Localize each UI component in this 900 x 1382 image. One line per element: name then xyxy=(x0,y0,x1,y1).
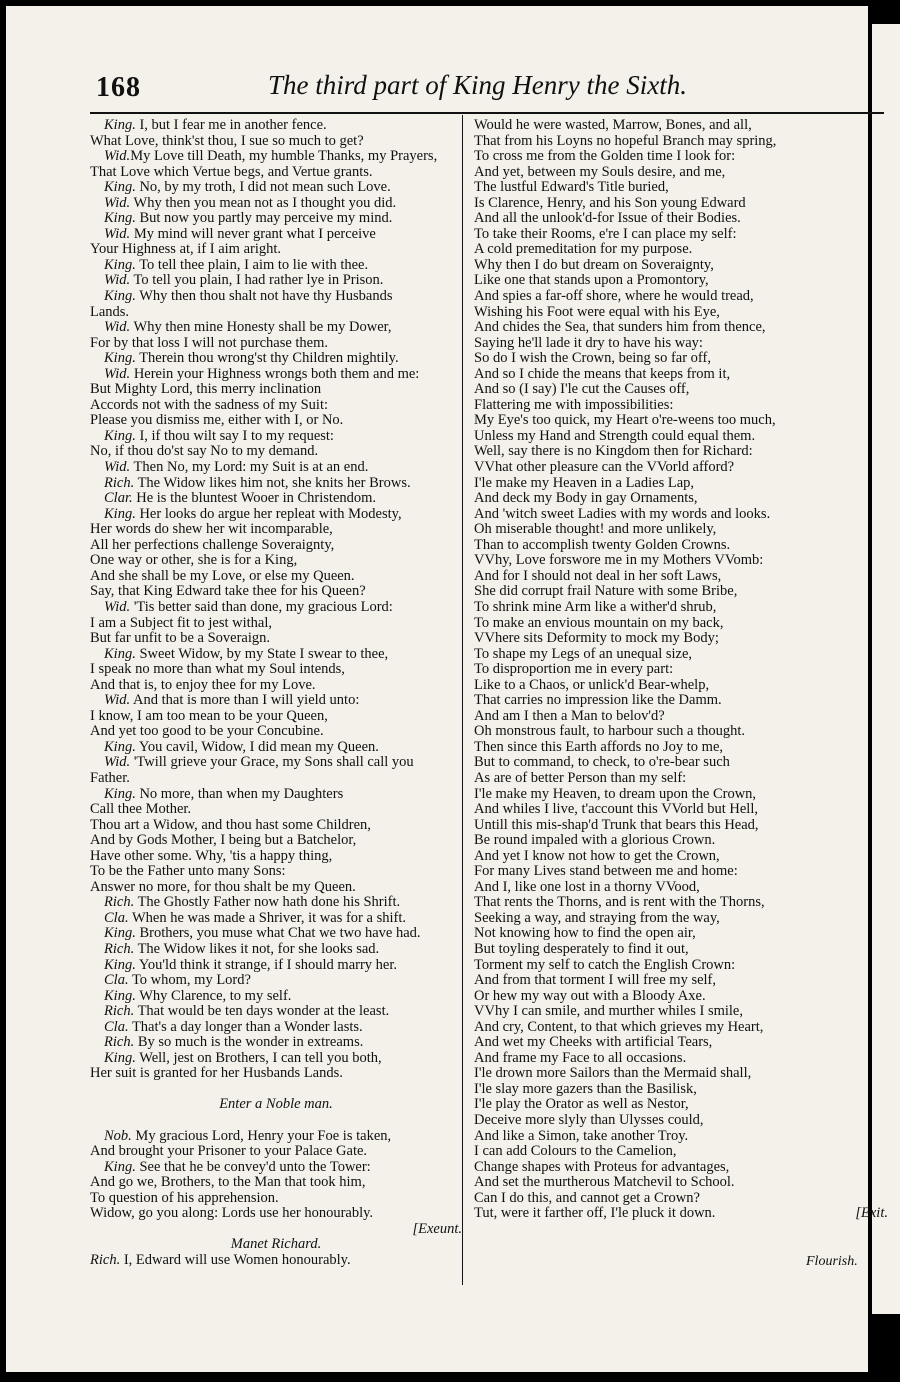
line-text: Brothers, you muse what Chat we two have had. xyxy=(135,925,421,942)
verse-line: And spies a far-off shore, where he would tread, xyxy=(474,288,754,305)
speaker-name: King. xyxy=(104,1049,136,1066)
verse-line xyxy=(90,600,462,616)
line-text: And that is more than I will yield unto: xyxy=(130,692,360,709)
flourish-direction: Flourish. xyxy=(806,1254,858,1269)
speaker-name: Cla. xyxy=(104,1018,129,1035)
line-text: Please you dismiss me, either with I, or No. xyxy=(90,412,344,429)
speaker-name: Rich. xyxy=(90,1251,121,1268)
speaker-name: Clar. xyxy=(104,490,133,507)
verse-line: Not knowing how to find the open air, xyxy=(474,925,696,942)
speaker-name: King. xyxy=(104,1158,136,1175)
verse-line xyxy=(90,864,462,880)
line-text: Say, that King Edward take thee for his Queen? xyxy=(90,583,366,600)
verse-line: Torment my self to catch the English Crown: xyxy=(474,956,736,973)
speaker-name: Cla. xyxy=(104,909,129,926)
speaker-name: King. xyxy=(104,785,136,802)
verse-line xyxy=(90,305,462,321)
verse-line: And yet, between my Souls desire, and me, xyxy=(474,163,726,180)
verse-line: A cold premeditation for my purpose. xyxy=(474,241,693,258)
verse-line: And all the unlook'd-for Issue of their Bodies. xyxy=(474,210,741,227)
verse-line xyxy=(90,740,462,756)
verse-line: Change shapes with Proteus for advantages, xyxy=(474,1158,730,1175)
verse-line: And deck my Body in gay Ornaments, xyxy=(474,490,698,507)
line-text: When he was made a Shriver, it was for a shift. xyxy=(128,909,406,926)
speaker-name: Rich. xyxy=(104,940,135,957)
verse-line xyxy=(90,196,462,212)
verse-line: To shape my Legs of an unequal size, xyxy=(474,645,693,662)
speaker-name: Wid. xyxy=(104,692,131,709)
verse-line xyxy=(90,647,462,663)
line-text: But Mighty Lord, this merry inclination xyxy=(90,381,322,398)
verse-line: And am I then a Man to belov'd? xyxy=(474,707,665,724)
line-text: Her words do shew her wit incomparable, xyxy=(90,521,333,538)
line-text: You cavil, Widow, I did mean my Queen. xyxy=(135,738,379,755)
page-header xyxy=(90,68,884,108)
line-text: All her perfections challenge Soveraignty, xyxy=(90,536,335,553)
verse-line: VVhat other pleasure can the VVorld afford? xyxy=(474,459,735,476)
speaker-name: King. xyxy=(104,956,136,973)
verse-line: Wishing his Foot were equal with his Eye, xyxy=(474,303,720,320)
verse-line xyxy=(90,724,462,740)
verse-line xyxy=(90,631,462,647)
verse-line xyxy=(90,382,462,398)
verse-line: Untill this mis-shap'd Trunk that bears this Head, xyxy=(474,816,759,833)
line-text: See that he be convey'd unto the Tower: xyxy=(135,1158,371,1175)
verse-line: And set the murtherous Matchevil to School. xyxy=(474,1174,735,1191)
line-text: Therein thou wrong'st thy Children mightily. xyxy=(135,350,399,367)
verse-line xyxy=(90,320,462,336)
verse-line xyxy=(90,351,462,367)
speaker-name: King. xyxy=(104,987,136,1004)
line-text: Father. xyxy=(90,769,130,786)
speaker-name: Wid. xyxy=(104,225,131,242)
line-text: He is the bluntest Wooer in Christendom. xyxy=(132,490,377,507)
speaker-name: Nob. xyxy=(104,1127,132,1144)
line-text: Answer no more, for thou shalt be my Queen. xyxy=(90,878,356,895)
stage-direction-enter: Enter a Noble man. xyxy=(219,1096,333,1113)
verse-line xyxy=(90,1066,462,1082)
verse-line xyxy=(90,1004,462,1020)
verse-line: Deceive more slyly than Ulysses could, xyxy=(474,1112,704,1128)
exit-direction: [Exit. xyxy=(855,1205,888,1222)
line-text: And brought your Prisoner to your Palace Gate. xyxy=(90,1143,368,1160)
line-text: My Love till Death, my humble Thanks, my Prayers, xyxy=(130,148,438,165)
line-text: 'Twill grieve your Grace, my Sons shall call you xyxy=(130,754,414,771)
line-text: And she shall be my Love, or else my Queen. xyxy=(90,567,355,584)
speaker-name: Wid. xyxy=(104,272,131,289)
verse-line xyxy=(90,911,462,927)
verse-line: As are of better Person than my self: xyxy=(474,769,687,786)
verse-line xyxy=(90,818,462,834)
verse-line: The lustful Edward's Title buried, xyxy=(474,179,669,196)
running-title: The third part of King Henry the Sixth. xyxy=(268,70,687,100)
stage-direction-manet: Manet Richard. xyxy=(230,1236,322,1253)
verse-line: And for I should not deal in her soft Laws, xyxy=(474,567,722,584)
line-text: But now you partly may perceive my mind. xyxy=(135,210,393,227)
verse-line: And like a Simon, take another Troy. xyxy=(474,1127,689,1144)
verse-line xyxy=(90,942,462,958)
spacer xyxy=(90,1113,462,1129)
verse-line: And 'witch sweet Ladies with my words and looks. xyxy=(474,505,771,522)
verse-line xyxy=(90,1051,462,1067)
page-number: 168 xyxy=(96,72,141,103)
verse-line: To cross me from the Golden time I look for: xyxy=(474,148,736,165)
line-text: Sweet Widow, by my State I swear to thee, xyxy=(135,645,389,662)
verse-line xyxy=(90,1206,462,1222)
verse-line xyxy=(90,491,462,507)
verse-line xyxy=(90,1175,462,1191)
verse-line: And cry, Content, to that which grieves my Heart, xyxy=(474,1018,764,1035)
verse-line: I'le play the Orator as well as Nestor, xyxy=(474,1096,689,1113)
line-text: And go we, Brothers, to the Man that took him, xyxy=(90,1174,366,1191)
line-text: Her suit is granted for her Husbands Lands. xyxy=(90,1065,343,1082)
verse-line: And so (I say) I'le cut the Causes off, xyxy=(474,381,690,398)
verse-line: My Eye's too quick, my Heart o're-weens too much, xyxy=(474,412,776,429)
verse-line xyxy=(90,616,462,632)
verse-line: That rents the Thorns, and is rent with the Thorns, xyxy=(474,894,765,911)
verse-line xyxy=(90,1035,462,1051)
verse-line: Be round impaled with a glorious Crown. xyxy=(474,832,716,849)
line-text: Accords not with the sadness of my Suit: xyxy=(90,396,329,413)
speaker-name: Rich. xyxy=(104,894,135,911)
speaker-name: King. xyxy=(104,210,136,227)
verse-line: And frame my Face to all occasions. xyxy=(474,1049,687,1066)
verse-line xyxy=(90,522,462,538)
line-text: The Widow likes it not, for she looks sad. xyxy=(134,940,380,957)
verse-line: I'le drown more Sailors than the Mermaid shall, xyxy=(474,1065,752,1082)
line-text: No, if thou do'st say No to my demand. xyxy=(90,443,319,460)
spacer xyxy=(90,1082,462,1098)
verse-line: I'le slay more gazers than the Basilisk, xyxy=(474,1080,697,1097)
line-text: Have other some. Why, 'tis a happy thing, xyxy=(90,847,333,864)
line-text: That Love which Vertue begs, and Vertue grants. xyxy=(90,163,373,180)
verse-line: Than to accomplish twenty Golden Crowns. xyxy=(474,536,731,553)
verse-line xyxy=(90,755,462,771)
verse-line: Oh monstrous fault, to harbour such a thought. xyxy=(474,723,746,740)
verse-line xyxy=(90,787,462,803)
verse-line xyxy=(90,413,462,429)
verse-line: Oh miserable thought! and more unlikely, xyxy=(474,521,717,538)
line-text: Widow, go you along: Lords use her honourably. xyxy=(90,1205,374,1222)
line-text: Thou art a Widow, and thou hast some Children, xyxy=(90,816,371,833)
line-text: But far unfit to be a Soveraign. xyxy=(90,630,270,647)
speaker-name: Wid. xyxy=(104,598,131,615)
line-text: You'ld think it strange, if I should marry her. xyxy=(135,956,398,973)
verse-line: But toyling desperately to find it out, xyxy=(474,940,689,957)
verse-line xyxy=(90,926,462,942)
line-text: The Ghostly Father now hath done his Shrift. xyxy=(134,894,401,911)
line-text: My gracious Lord, Henry your Foe is taken, xyxy=(131,1127,392,1144)
exeunt-line xyxy=(90,1222,462,1238)
verse-line: I can add Colours to the Camelion, xyxy=(474,1143,677,1160)
line-text: Why then thou shalt not have thy Husbands xyxy=(135,288,393,305)
speaker-name: Rich. xyxy=(104,474,135,491)
line-text: I speak no more than what my Soul intends, xyxy=(90,661,345,678)
verse-line xyxy=(90,118,462,134)
line-text: And yet too good to be your Concubine. xyxy=(90,723,324,740)
verse-line: Like one that stands upon a Promontory, xyxy=(474,272,709,289)
verse-line xyxy=(90,678,462,694)
line-text: That's a day longer than a Wonder lasts. xyxy=(128,1018,363,1035)
verse-line: She did corrupt frail Nature with some Bribe, xyxy=(474,583,738,600)
line-text: That would be ten days wonder at the least. xyxy=(134,1003,390,1020)
speaker-name: King. xyxy=(104,738,136,755)
verse-line: Then since this Earth affords no Joy to me, xyxy=(474,738,723,755)
verse-line xyxy=(90,242,462,258)
verse-line xyxy=(90,1191,462,1207)
line-text: My mind will never grant what I perceive xyxy=(130,225,376,242)
speaker-name: Cla. xyxy=(104,972,129,989)
speaker-name: Wid. xyxy=(104,459,131,476)
speaker-name: King. xyxy=(104,505,136,522)
verse-line xyxy=(90,553,462,569)
exeunt-direction: [Exeunt. xyxy=(412,1220,462,1237)
line-text: Her looks do argue her repleat with Modesty, xyxy=(135,505,402,522)
verse-line: That carries no impression like the Damm. xyxy=(474,692,722,709)
verse-line xyxy=(90,149,462,165)
line-text: No more, than when my Daughters xyxy=(135,785,344,802)
verse-line: For many Lives stand between me and home: xyxy=(474,863,738,880)
line-text: Your Highness at, if I aim aright. xyxy=(90,241,282,258)
verse-line: Can I do this, and cannot get a Crown? xyxy=(474,1189,700,1206)
verse-line: Why then I do but dream on Soveraignty, xyxy=(474,256,714,273)
verse-line: VVhy, Love forswore me in my Mothers VVomb: xyxy=(474,552,764,569)
speaker-name: King. xyxy=(104,350,136,367)
verse-line xyxy=(90,1129,462,1145)
speaker-name: Wid. xyxy=(104,148,131,165)
verse-line: To disproportion me in every part: xyxy=(474,661,674,678)
verse-line: VVhy I can smile, and murther whiles I smile, xyxy=(474,1003,743,1020)
verse-line xyxy=(90,1144,462,1160)
line-text: I, Edward will use Women honourably. xyxy=(120,1251,351,1268)
verse-line xyxy=(90,180,462,196)
verse-line xyxy=(90,849,462,865)
verse-line: And from that torment I will free my self, xyxy=(474,972,717,989)
verse-line xyxy=(90,429,462,445)
verse-line xyxy=(90,507,462,523)
line-text: Well, jest on Brothers, I can tell you both, xyxy=(135,1049,382,1066)
verse-line xyxy=(90,1253,462,1269)
line-text: I, if thou wilt say I to my request: xyxy=(135,427,334,444)
header-rule xyxy=(90,112,884,114)
verse-line: But to command, to check, to o're-bear such xyxy=(474,754,730,771)
verse-line xyxy=(90,833,462,849)
verse-line: And yet I know not how to get the Crown, xyxy=(474,847,720,864)
line-text: One way or other, she is for a King, xyxy=(90,552,298,569)
verse-line: And wet my Cheeks with artificial Tears, xyxy=(474,1034,713,1051)
line-text: The Widow likes him not, she knits her Brows. xyxy=(134,474,411,491)
line-text: And by Gods Mother, I being but a Batchelor, xyxy=(90,832,357,849)
verse-line: Would he were wasted, Marrow, Bones, and all, xyxy=(474,117,752,133)
speaker-name: Rich. xyxy=(104,1034,135,1051)
left-column xyxy=(90,118,462,1268)
line-text: To be the Father unto many Sons: xyxy=(90,863,286,880)
verse-line: That from his Loyns no hopeful Branch may spring, xyxy=(474,132,777,149)
speaker-name: Wid. xyxy=(104,754,131,771)
verse-line xyxy=(90,367,462,383)
verse-line xyxy=(90,973,462,989)
verse-line xyxy=(90,895,462,911)
line-text: Call thee Mother. xyxy=(90,801,192,818)
verse-line: Saying he'll lade it dry to have his way: xyxy=(474,334,703,351)
verse-line: I'le make my Heaven in a Ladies Lap, xyxy=(474,474,695,491)
verse-line: Flattering me with impossibilities: xyxy=(474,396,674,413)
verse-line: Or hew my way out with a Bloody Axe. xyxy=(474,987,706,1004)
verse-line xyxy=(90,211,462,227)
verse-line xyxy=(90,880,462,896)
verse-line: And so I chide the means that keeps from it, xyxy=(474,365,731,382)
line-text: 'Tis better said than done, my gracious Lord: xyxy=(130,598,393,615)
verse-line xyxy=(90,273,462,289)
line-text: What Love, think'st thou, I sue so much to get? xyxy=(90,132,364,149)
speaker-name: King. xyxy=(104,256,136,273)
line-text: To tell you plain, I had rather lye in Prison. xyxy=(130,272,384,289)
verse-line xyxy=(90,398,462,414)
verse-line xyxy=(90,958,462,974)
speaker-name: King. xyxy=(104,427,136,444)
line-text: Why then mine Honesty shall be my Dower, xyxy=(130,319,392,336)
line-text: Lands. xyxy=(90,303,130,320)
line-text: To tell thee plain, I aim to lie with thee. xyxy=(135,256,369,273)
verse-line xyxy=(90,709,462,725)
verse-line xyxy=(90,989,462,1005)
verse-line: And I, like one lost in a thorny VVood, xyxy=(474,878,700,895)
verse-line xyxy=(90,569,462,585)
line-text: I know, I am too mean to be your Queen, xyxy=(90,707,328,724)
verse-line: To make an envious mountain on my back, xyxy=(474,614,724,631)
speaker-name: King. xyxy=(104,179,136,196)
line-text: Why Clarence, to my self. xyxy=(135,987,292,1004)
column-divider xyxy=(462,115,463,1285)
line-text: I am a Subject fit to jest withal, xyxy=(90,614,273,631)
verse-line xyxy=(90,460,462,476)
verse-line: Is Clarence, Henry, and his Son young Edward xyxy=(474,194,746,211)
verse-line: VVhere sits Deformity to mock my Body; xyxy=(474,630,719,647)
verse-line xyxy=(90,802,462,818)
verse-line: Unless my Hand and Strength could equal them. xyxy=(474,427,756,444)
speaker-name: King. xyxy=(104,645,136,662)
line-text: I, but I fear me in another fence. xyxy=(135,117,327,133)
verse-line: Well, say there is no Kingdom then for Richard: xyxy=(474,443,753,460)
verse-line: And whiles I live, t'account this VVorld but Hell, xyxy=(474,801,758,818)
verse-line xyxy=(90,289,462,305)
verse-line: Seeking a way, and straying from the way, xyxy=(474,909,720,926)
verse-line xyxy=(90,662,462,678)
line-text: No, by my troth, I did not mean such Love. xyxy=(135,179,391,196)
verse-line xyxy=(90,538,462,554)
verse-line: To take their Rooms, e're I can place my self: xyxy=(474,225,737,242)
verse-line: So do I wish the Crown, being so far off, xyxy=(474,350,711,367)
verse-line xyxy=(90,693,462,709)
line-text: To question of his apprehension. xyxy=(90,1189,279,1206)
verse-line xyxy=(90,771,462,787)
verse-line: To shrink mine Arm like a wither'd shrub, xyxy=(474,598,717,615)
line-text: To whom, my Lord? xyxy=(128,972,251,989)
verse-line xyxy=(90,134,462,150)
line-text: Why then you mean not as I thought you did. xyxy=(130,194,397,211)
speaker-name: Wid. xyxy=(104,194,131,211)
verse-line xyxy=(90,476,462,492)
verse-line xyxy=(90,1160,462,1176)
verse-line: And chides the Sea, that sunders him from thence, xyxy=(474,319,766,336)
verse-line xyxy=(90,444,462,460)
speaker-name: Rich. xyxy=(104,1003,135,1020)
verse-line xyxy=(90,584,462,600)
verse-line xyxy=(90,258,462,274)
line-text: For by that loss I will not purchase them. xyxy=(90,334,329,351)
verse-line xyxy=(90,1020,462,1036)
speaker-name: Wid. xyxy=(104,365,131,382)
line-text: Then No, my Lord: my Suit is at an end. xyxy=(130,459,369,476)
verse-line: I'le make my Heaven, to dream upon the Crown, xyxy=(474,785,757,802)
speaker-name: King. xyxy=(104,117,136,133)
speaker-name: King. xyxy=(104,288,136,305)
line-text: And that is, to enjoy thee for my Love. xyxy=(90,676,316,693)
verse-line xyxy=(90,227,462,243)
speaker-name: King. xyxy=(104,925,136,942)
speaker-name: Wid. xyxy=(104,319,131,336)
verse-line: Tut, were it farther off, I'le pluck it down. [Exit. xyxy=(474,1205,888,1222)
verse-line xyxy=(90,336,462,352)
verse-line xyxy=(90,165,462,181)
verse-line: Like to a Chaos, or unlick'd Bear-whelp, xyxy=(474,676,710,693)
right-column xyxy=(474,118,888,1222)
line-text: Herein your Highness wrongs both them and me: xyxy=(130,365,420,382)
line-text: By so much is the wonder in extreams. xyxy=(134,1034,364,1051)
